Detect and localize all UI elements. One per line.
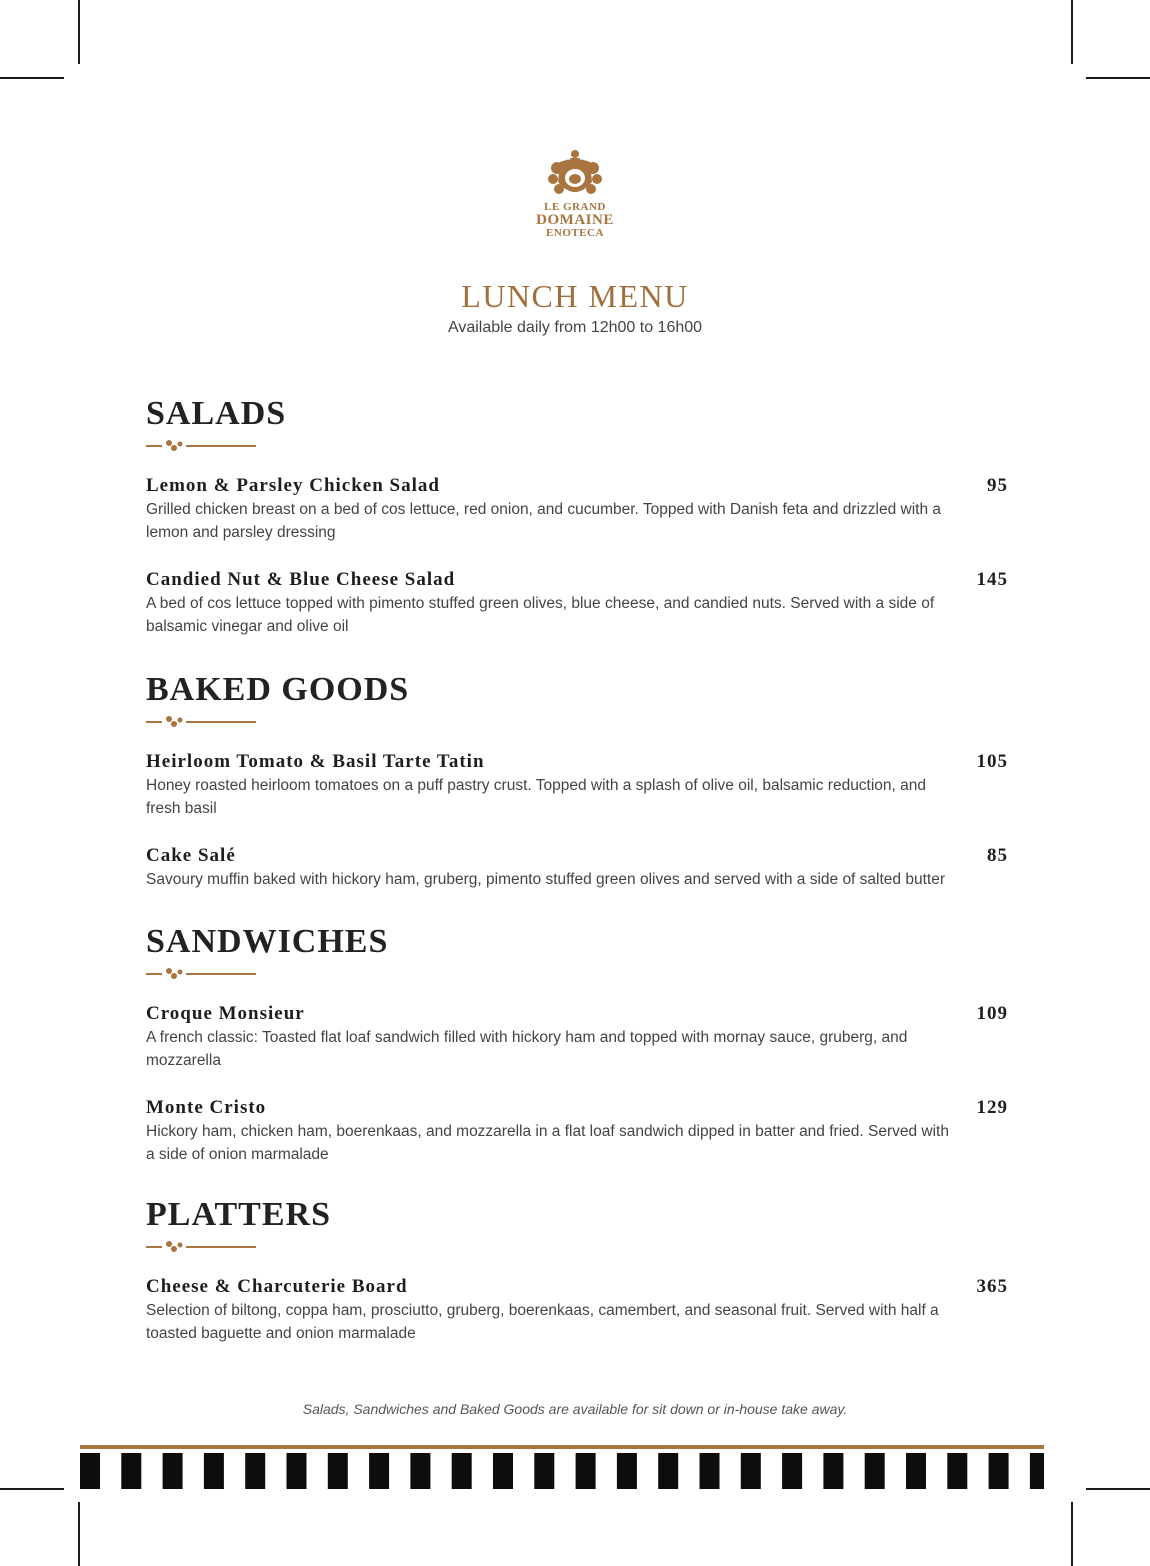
item-name: Monte Cristo [146, 1097, 267, 1118]
brand-line-2: DOMAINE [536, 212, 614, 228]
item-price: 145 [976, 569, 1008, 590]
item-description: Hickory ham, chicken ham, boerenkaas, and mozzarella in a flat loaf sandwich dipped in batter and fried. Served with a side of onion marmalade [146, 1123, 949, 1163]
item-description: Grilled chicken breast on a bed of cos lettuce, red onion, and cucumber. Topped with Danish feta and drizzled with a lemon and parsley dressing [146, 501, 941, 541]
stripe-block [782, 1453, 802, 1489]
item-description: Honey roasted heirloom tomatoes on a puff pastry crust. Topped with a splash of olive oil, balsamic reduction, and fresh basil [146, 777, 927, 817]
stripe-block [121, 1453, 141, 1489]
item-price: 109 [976, 1003, 1008, 1024]
menu-item [146, 1096, 1008, 1166]
item-name: Heirloom Tomato & Basil Tarte Tatin [146, 751, 485, 772]
section-baked-goods [146, 670, 1008, 915]
stripe-block [369, 1453, 389, 1489]
stripe-block [658, 1453, 678, 1489]
item-price: 95 [987, 475, 1008, 496]
section-salads [146, 394, 1008, 662]
brand-line-1: LE GRAND [544, 201, 606, 213]
footer-note: Salads, Sandwiches and Baked Goods are available for sit down or in-house take away. [302, 1401, 848, 1417]
menu-item [146, 474, 1008, 544]
item-price: 365 [976, 1276, 1008, 1297]
stripe-block [1030, 1453, 1044, 1489]
stripe-block [823, 1453, 843, 1489]
menu-item [146, 1002, 1008, 1072]
stripe-block [410, 1453, 430, 1489]
menu-item [146, 568, 1008, 638]
brand-logo [525, 148, 625, 239]
flourish-divider-icon [146, 438, 258, 454]
item-price: 129 [976, 1097, 1008, 1118]
item-name: Candied Nut & Blue Cheese Salad [146, 569, 456, 590]
item-description: Savoury muffin baked with hickory ham, gruberg, pimento stuffed green olives and served with a side of salted butter [146, 871, 945, 888]
section-sandwiches [146, 922, 1008, 1190]
page-title: LUNCH MENU [461, 278, 689, 314]
stripe-block [452, 1453, 472, 1489]
crest-icon [546, 148, 604, 200]
stripe-block [741, 1453, 761, 1489]
menu-item [146, 1275, 1008, 1345]
section-title: SANDWICHES [146, 923, 389, 960]
stripe-block [80, 1453, 100, 1489]
stripe-block [865, 1453, 885, 1489]
item-description: Selection of biltong, coppa ham, prosciutto, gruberg, boerenkaas, camembert, and seasonal fruit. Served with half a toasted baguette and onion marmalade [146, 1302, 939, 1342]
menu-item [146, 750, 1008, 820]
section-platters [146, 1195, 1008, 1369]
stripe-block [700, 1453, 720, 1489]
section-title: PLATTERS [146, 1196, 331, 1233]
item-description: A bed of cos lettuce topped with pimento stuffed green olives, blue cheese, and candied nuts. Served with a side of balsamic vinegar and olive oil [146, 595, 935, 635]
item-name: Lemon & Parsley Chicken Salad [146, 475, 440, 496]
section-title: BAKED GOODS [146, 671, 410, 708]
stripe-block [163, 1453, 183, 1489]
item-description: A french classic: Toasted flat loaf sandwich filled with hickory ham and topped with mornay sauce, gruberg, and mozzarella [146, 1029, 908, 1069]
crop-mark [0, 1488, 64, 1490]
footer-gold-rule [80, 1445, 1044, 1449]
stripe-block [906, 1453, 926, 1489]
flourish-divider-icon [146, 1239, 258, 1255]
item-price: 85 [987, 845, 1008, 866]
footer-stripe-band [80, 1453, 1044, 1489]
item-price: 105 [976, 751, 1008, 772]
stripe-block [617, 1453, 637, 1489]
crop-mark [78, 1502, 80, 1566]
item-name: Cake Salé [146, 845, 236, 866]
brand-line-3: ENOTECA [546, 227, 604, 239]
crop-mark [1086, 1488, 1150, 1490]
page-subtitle: Available daily from 12h00 to 16h00 [447, 319, 703, 336]
crop-mark [78, 0, 80, 64]
stripe-block [534, 1453, 554, 1489]
section-title: SALADS [146, 395, 287, 432]
crop-mark [1071, 1502, 1073, 1566]
crop-mark [1086, 77, 1150, 79]
crop-mark [0, 77, 64, 79]
menu-item [146, 844, 1008, 891]
stripe-block [576, 1453, 596, 1489]
crop-mark [1071, 0, 1073, 64]
stripe-block [947, 1453, 967, 1489]
stripe-block [989, 1453, 1009, 1489]
stripe-block [245, 1453, 265, 1489]
item-name: Cheese & Charcuterie Board [146, 1276, 408, 1297]
item-name: Croque Monsieur [146, 1003, 305, 1024]
stripe-block [204, 1453, 224, 1489]
stripe-block [287, 1453, 307, 1489]
stripe-block [328, 1453, 348, 1489]
flourish-divider-icon [146, 714, 258, 730]
stripe-block [493, 1453, 513, 1489]
flourish-divider-icon [146, 966, 258, 982]
